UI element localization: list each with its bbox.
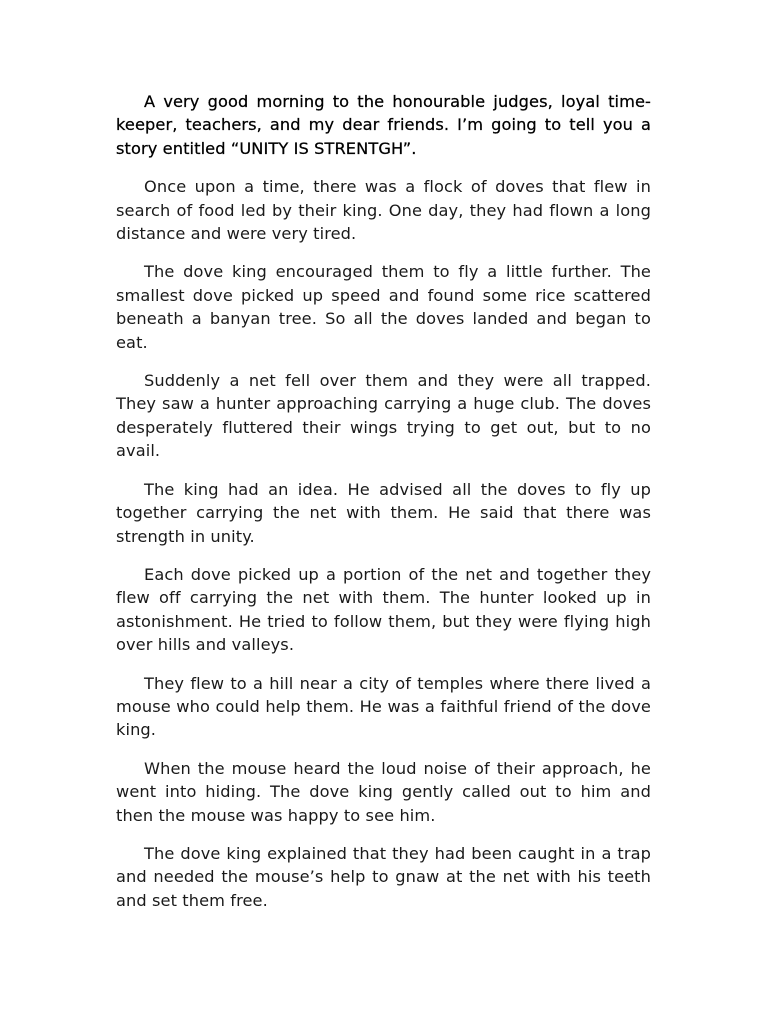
document-page [116,90,651,927]
paragraph-mouse-hiding: When the mouse heard the loud noise of their approach, he went into hiding. The dove king gently called out to him and then the mouse was happy to see him. [116,758,651,825]
paragraph-gnaw-net: The dove king explained that they had been caught in a trap and needed the mouse’s help to gnaw at the net with his teeth and set them free. [116,843,651,910]
paragraph-mouse-friend: They flew to a hill near a city of temples where there lived a mouse who could help them. He was a faithful friend of the dove king. [116,673,651,740]
paragraph-fly-off: Each dove picked up a portion of the net and together they flew off carrying the net with them. The hunter looked up in astonishment. He tried to follow them, but they were flying high over hills and valleys. [116,564,651,655]
paragraph-flock-of-doves: Once upon a time, there was a flock of doves that flew in search of food led by their king. One day, they had flown a long distance and were very tired. [116,177,651,244]
paragraph-net-trap: Suddenly a net fell over them and they were all trapped. They saw a hunter approaching carrying a huge club. The doves desperately fluttered their wings trying to get out, but to no avail. [116,371,651,461]
paragraph-rice-under-banyan: The dove king encouraged them to fly a little further. The smallest dove picked up speed and found some rice scattered beneath a banyan tree. So all the doves landed and began to eat. [116,262,651,352]
paragraph-greeting: A very good morning to the honourable judges, loyal time-keeper, teachers, and my dear friends. I’m going to tell you a story entitled “UNITY IS STRENTGH”. [116,92,651,158]
paragraph-king-idea: The king had an idea. He advised all the doves to fly up together carrying the net with them. He said that there was strength in unity. [116,479,651,546]
